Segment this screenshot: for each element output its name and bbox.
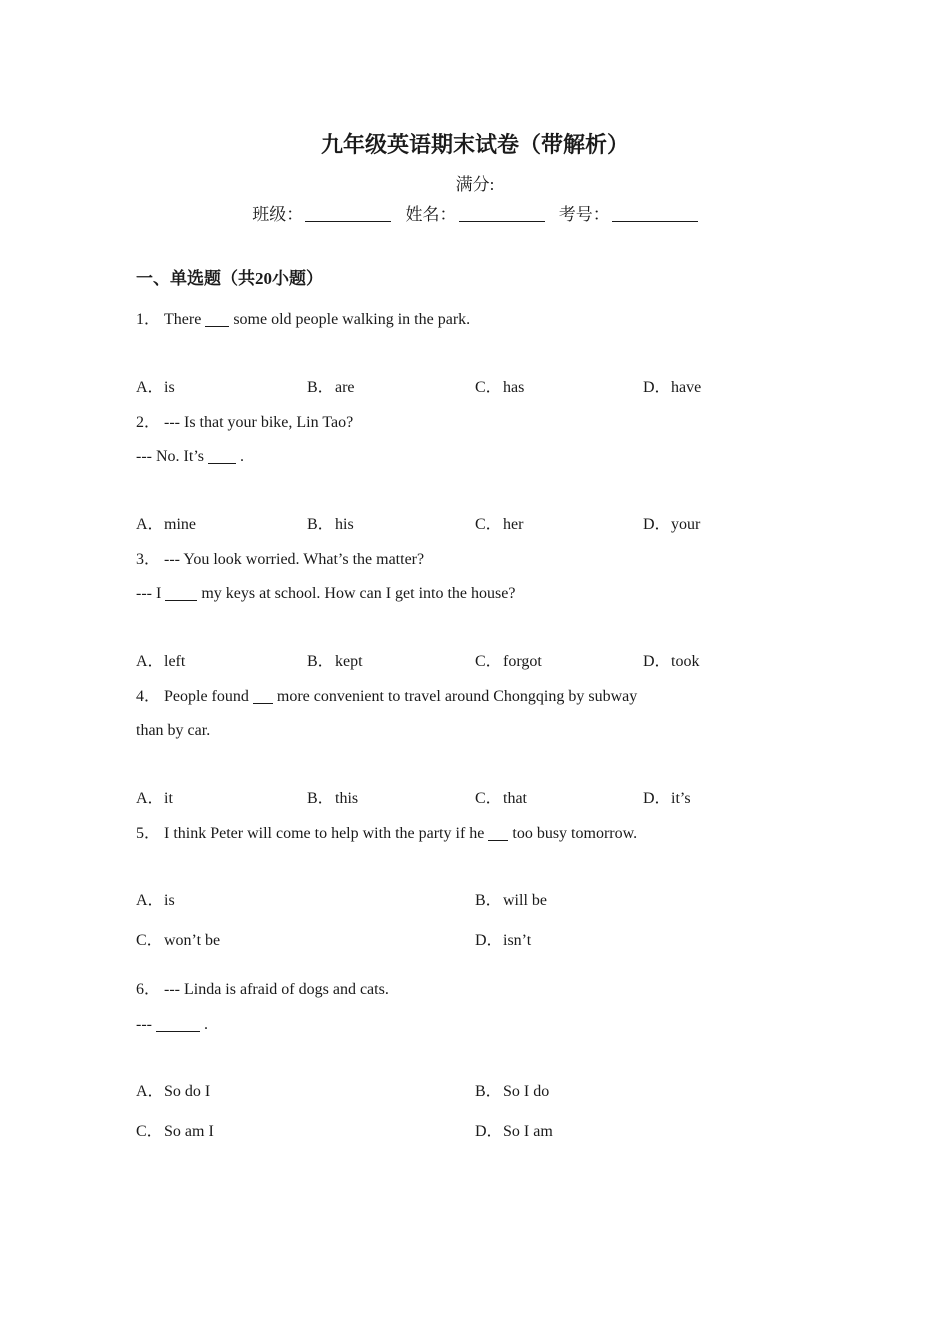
option-d[interactable]: D．isn’t	[475, 932, 532, 949]
question-text-post: too busy tomorrow.	[508, 825, 638, 842]
class-label: 班级：	[252, 205, 304, 224]
option-c[interactable]: C．So am I	[136, 1123, 214, 1140]
option-c[interactable]: C．forgot	[475, 653, 542, 670]
number-label: 考号：	[558, 205, 610, 224]
option-b[interactable]: B．his	[307, 516, 354, 533]
option-d[interactable]: D．took	[643, 653, 700, 670]
number-blank[interactable]	[612, 205, 698, 222]
option-d[interactable]: D．it’s	[643, 790, 691, 807]
question-4-line2: than by car.	[136, 722, 211, 739]
question-2-line2	[136, 449, 244, 465]
option-b[interactable]: B．are	[307, 379, 355, 396]
option-a[interactable]: A．is	[136, 379, 175, 396]
section-heading: 一、单选题（共20小题）	[136, 269, 323, 288]
question-5	[136, 826, 637, 842]
answer-blank	[208, 449, 236, 464]
question-text-pre: ---	[136, 1016, 156, 1033]
option-d[interactable]: D．So I am	[475, 1123, 553, 1140]
answer-blank	[488, 826, 508, 841]
option-a[interactable]: A．left	[136, 653, 186, 670]
question-number: 4．	[136, 688, 161, 705]
class-blank[interactable]	[305, 205, 391, 222]
answer-blank	[253, 689, 273, 704]
question-6	[136, 982, 389, 998]
option-d[interactable]: D．have	[643, 379, 702, 396]
option-a[interactable]: A．mine	[136, 516, 196, 533]
option-d[interactable]: D．your	[643, 516, 701, 533]
question-text-post: .	[235, 448, 244, 465]
question-text-pre: --- No. It’s	[136, 448, 208, 465]
option-c[interactable]: C．has	[475, 379, 525, 396]
question-4	[136, 689, 637, 705]
question-text-pre: --- I	[136, 585, 166, 602]
option-c[interactable]: C．her	[475, 516, 524, 533]
question-text-pre: I think Peter will come to help with the party if he	[164, 825, 489, 842]
question-6-line2	[136, 1017, 208, 1033]
question-text-post: more convenient to travel around Chongqing by subway	[272, 688, 638, 705]
question-text-post: .	[199, 1016, 208, 1033]
option-c[interactable]: C．won’t be	[136, 932, 221, 949]
option-b[interactable]: B．this	[307, 790, 359, 807]
question-number: 5．	[136, 825, 161, 842]
question-3-line2	[136, 586, 515, 602]
question-number: 1．	[136, 311, 161, 328]
option-a[interactable]: A．it	[136, 790, 173, 807]
option-b[interactable]: B．kept	[307, 653, 363, 670]
page-title: 九年级英语期末试卷（带解析）	[320, 132, 629, 157]
score-label: 满分:	[455, 175, 495, 194]
option-b[interactable]: B．So I do	[475, 1083, 550, 1100]
answer-blank	[165, 586, 197, 601]
question-2	[136, 415, 353, 431]
option-b[interactable]: B．will be	[475, 892, 547, 909]
question-text-pre: People found	[164, 688, 253, 705]
student-info-line	[0, 205, 950, 223]
question-text-post: some old people walking in the park.	[229, 311, 471, 328]
name-label: 姓名：	[405, 205, 457, 224]
option-a[interactable]: A．So do I	[136, 1083, 211, 1100]
answer-blank	[156, 1017, 200, 1032]
answer-blank	[205, 312, 229, 327]
question-text-line1: --- Is that your bike, Lin Tao?	[164, 414, 354, 431]
question-3	[136, 552, 424, 568]
question-1	[136, 312, 470, 328]
question-text-pre: There	[164, 311, 206, 328]
question-text-line1: --- Linda is afraid of dogs and cats.	[164, 981, 389, 998]
question-number: 3．	[136, 551, 161, 568]
option-a[interactable]: A．is	[136, 892, 175, 909]
name-blank[interactable]	[459, 205, 545, 222]
question-number: 6．	[136, 981, 161, 998]
question-text-line1: --- You look worried. What’s the matter?	[164, 551, 425, 568]
question-number: 2．	[136, 414, 161, 431]
option-c[interactable]: C．that	[475, 790, 527, 807]
question-text-post: my keys at school. How can I get into the house?	[197, 585, 516, 602]
